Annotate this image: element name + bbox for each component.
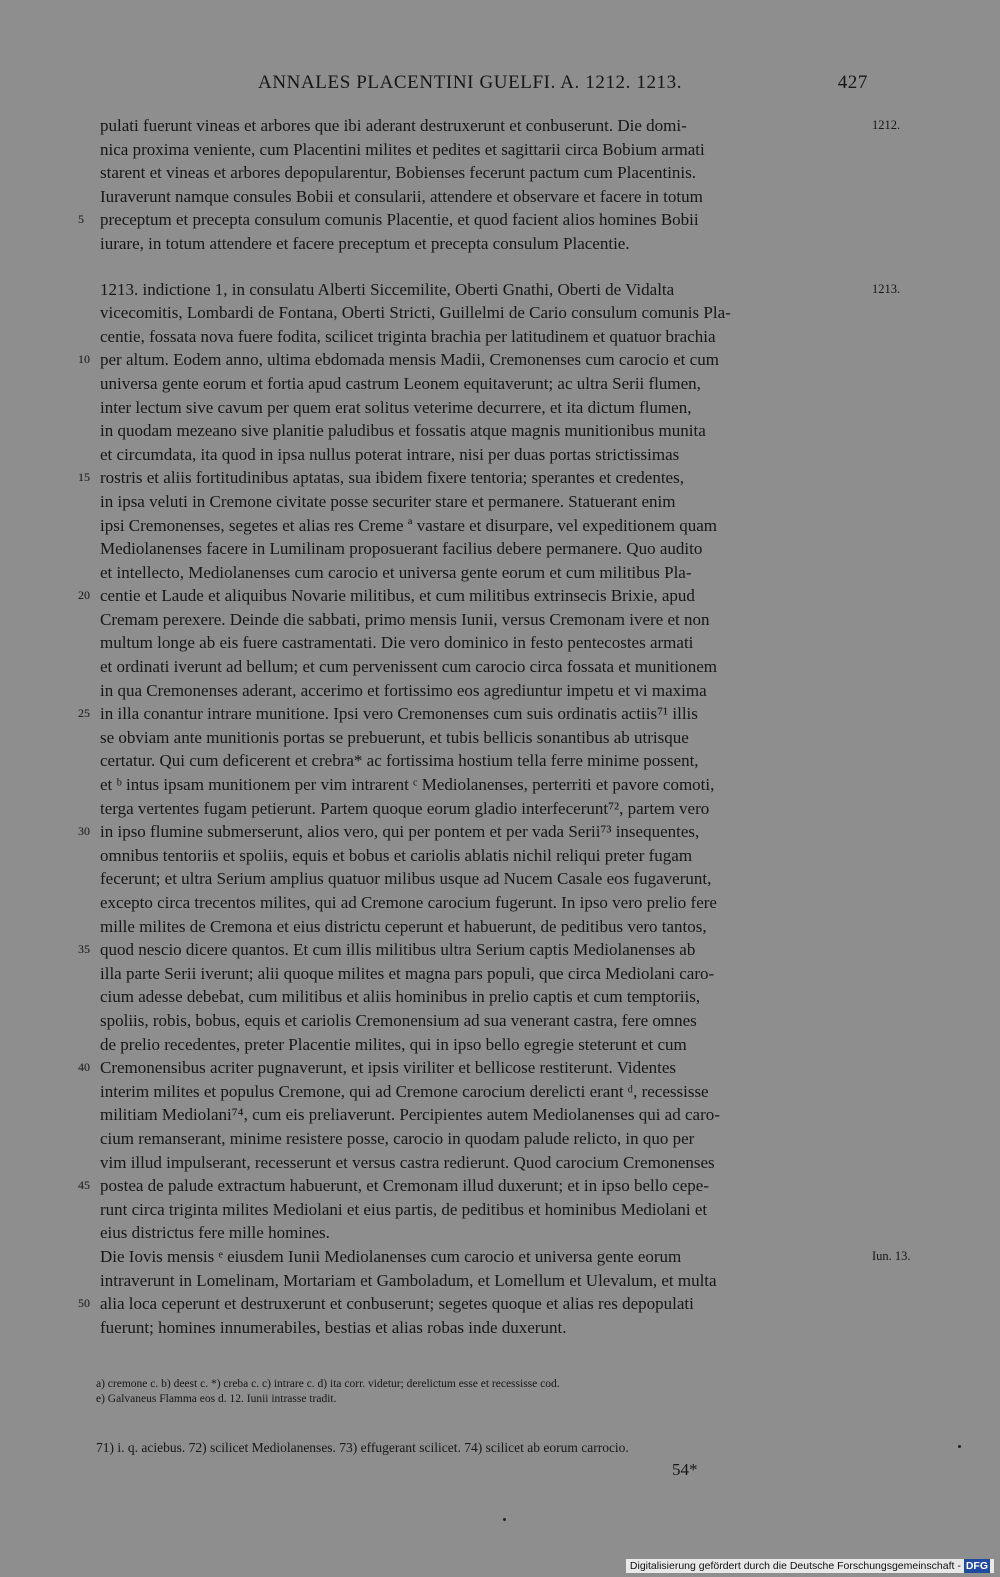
text-line [100,962,866,986]
line-text: iurare, in totum attendere et facere preceptum et precepta consulum Placentie. [100,233,630,253]
running-header [258,72,868,102]
line-text: ipsi Cremonenses, segetes et alias res Creme ª vastare et disurpare, vel expeditionem quam [100,515,717,535]
decorative-dot [503,1518,506,1521]
text-line [100,490,866,514]
text-line [100,1316,866,1340]
text-line [100,1009,866,1033]
text-line [78,702,866,726]
line-text: rostris et aliis fortitudinibus aptatas, sua ibidem fixere tentoria; sperantes et credentes, [100,468,684,488]
text-line [100,797,866,821]
line-text: centie et Laude et aliquibus Novarie militibus, et cum militibus extrinsecis Brixie, apud [100,586,695,606]
text-line [100,726,866,750]
text-line [100,867,866,891]
text-line [100,631,866,655]
line-text: et ᵇ intus ipsam munitionem per vim intrarent ᶜ Mediolanenses, perterriti et pavore comoti, [100,775,715,795]
text-line [100,773,866,797]
footer-text: Digitalisierung gefördert durch die Deutsche Forschungsgemeinschaft - [629,1560,961,1572]
line-text: de prelio recedentes, preter Placentie milites, qui in ipso bello egregie steterunt et cum [100,1034,687,1054]
line-number: 25 [78,706,90,721]
line-text: Die Iovis mensis ᵉ eiusdem Iunii Mediolanenses cum carocio et universa gente eorum [100,1246,682,1266]
line-number: 15 [78,470,90,485]
main-text [78,114,911,1339]
paragraph-gap [100,256,866,278]
line-text: cium remanserant, minime resistere posse, carocio in quodam palude relicto, in quo per [100,1128,695,1148]
line-text: inter lectum sive cavum per quem erat solitus veterime decurrere, et ita dictum flumen, [100,397,692,417]
margin-date: 1212. [872,118,901,132]
line-text: in illa conantur intrare munitione. Ipsi vero Cremonenses cum suis ordinatis actiis⁷¹ illis [100,704,698,724]
text-line [78,820,866,844]
line-text: militiam Mediolani⁷⁴, cum eis preliaverunt. Percipientes autem Mediolanenses qui ad caro- [100,1105,720,1125]
line-text: se obviam ante munitionis portas se prebuerunt, et tubis bellicis sonantibus ab utrisque [100,727,689,747]
text-line [78,208,866,232]
footnote-line-3: 71) i. q. aciebus. 72) scilicet Mediolanenses. 73) effugerant scilicet. 74) scilicet ab eorum carrocio. [96,1440,629,1455]
text-line [100,1269,866,1293]
text-line [100,419,866,443]
line-text: per altum. Eodem anno, ultima ebdomada mensis Madii, Cremonenses cum carocio et cum [100,350,719,370]
line-number: 10 [78,352,90,367]
text-line [78,466,866,490]
line-text: intraverunt in Lomelinam, Mortariam et Gamboladum, et Lomellum et Ulevalum, et multa [100,1270,717,1290]
text-line [100,537,866,561]
footnote-line-2: e) Galvaneus Flamma eos d. 12. Iunii intrasse tradit. [96,1393,337,1405]
text-line [100,161,866,185]
line-text: pulati fuerunt vineas et arbores que ibi aderant destruxerunt et conbuserunt. Die domi- [100,116,687,135]
line-text: vicecomitis, Lombardi de Fontana, Oberti Stricti, Guillelmi de Cario consulum comunis Pla- [100,303,731,323]
text-line [100,679,866,703]
line-text: in qua Cremonenses aderant, accerimo et fortissimo eos agrediuntur impetu et vi maxima [100,680,707,700]
line-text: mille milites de Cremona et eius districtu ceperunt et habuerunt, de peditibus vero tantos, [100,916,707,936]
digitization-footer [626,1559,994,1573]
line-number: 5 [78,212,84,227]
line-number: 30 [78,824,90,839]
text-line [100,1103,866,1127]
line-text: et ordinati iverunt ad bellum; et cum pervenissent cum carocio circa fossata et munitionem [100,657,717,677]
line-text: cium adesse debebat, cum militibus et aliis hominibus in prelio captis et cum temptoriis, [100,987,701,1007]
line-text: certatur. Qui cum deficerent et crebra* ac fortissima hostium tella ferre minime possent, [100,751,699,771]
line-text: eius districtus fere mille homines. [100,1223,330,1243]
text-line [100,655,866,679]
margin-date: 1213. [872,281,901,296]
text-line [100,749,866,773]
line-number: 35 [78,942,90,957]
line-text: universa gente eorum et fortia apud castrum Leonem equitaverunt; ac ultra Serii flumen, [100,373,701,393]
text-line [100,561,866,585]
text-line [78,938,866,962]
text-line [100,915,866,939]
line-text: omnibus tentoriis et spoliis, equis et bobus et cariolis ablatis nichil reliqui preter fugam [100,845,693,865]
line-text: nica proxima veniente, cum Placentini milites et pedites et sagittarii circa Bobium armati [100,139,705,159]
text-line [100,1245,911,1269]
text-line [100,396,866,420]
line-text: fuerunt; homines innumerabiles, bestias et alias robas inde duxerunt. [100,1317,567,1337]
line-text: Iuraverunt namque consules Bobii et consularii, attendere et observare et facere in totum [100,186,703,206]
line-text: in quodam mezeano sive planitie paludibus et fossatis atque magnis munitionibus munita [100,421,706,441]
text-line [100,443,866,467]
line-text: alia loca ceperunt et destruxerunt et conbuserunt; segetes quoque et alias res depopulati [100,1294,694,1314]
line-text: illa parte Serii iverunt; alii quoque milites et magna pars populi, que circa Mediolani caro- [100,963,715,983]
line-text: starent et vineas et arbores depopularentur, Bobienses fecerunt pactum cum Placentinis. [100,163,697,183]
page-number: 427 [837,72,868,93]
text-line [100,1151,866,1175]
line-text: centie, fossata nova fuere fodita, scilicet triginta brachia per latitudinem et quatuor brachia [100,326,716,346]
text-line [100,608,866,632]
header-title: ANNALES PLACENTINI GUELFI. A. 1212. 1213. [258,72,683,93]
line-number: 50 [78,1296,90,1311]
text-line [100,232,866,256]
text-line [100,1127,866,1151]
line-text: quod nescio dicere quantos. Et cum illis militibus ultra Serium captis Mediolanenses ab [100,940,696,960]
text-line [100,1033,866,1057]
line-text: postea de palude extractum habuerunt, et Cremonam illud duxerunt; et in ipso bello cepe- [100,1176,709,1196]
decorative-dot [958,1445,961,1448]
line-text: terga vertentes fugam petierunt. Partem quoque eorum gladio interfecerunt⁷², partem vero [100,798,710,818]
text-line [100,278,901,302]
line-number: 40 [78,1060,90,1075]
line-text: Cremam perexere. Deinde die sabbati, primo mensis Iunii, versus Cremonam ivere et non [100,609,710,629]
text-line [78,348,866,372]
line-text: interim milites et populus Cremone, qui ad Cremone carocium derelicti erant ᵈ, recessisse [100,1081,709,1101]
text-line [100,1198,866,1222]
text-line [100,1080,866,1104]
line-text: vim illud impulserant, recesserunt et versus castra redierunt. Quod carocium Cremonenses [100,1152,715,1172]
text-line [100,138,866,162]
text-line [100,185,866,209]
line-text: in ipso flumine submerserunt, alios vero, qui per pontem et per vada Serii⁷³ insequentes, [100,822,700,842]
text-line [100,985,866,1009]
text-line [100,844,866,868]
line-text: 1213. indictione 1, in consulatu Alberti Siccemilite, Oberti Gnathi, Oberti de Vidalta [100,279,675,299]
line-text: multum longe ab eis fuere castramentati. Die vero dominico in festo pentecostes armati [100,633,694,653]
line-text: spoliis, robis, bobus, equis et cariolis Cremonensium ad sua venerant castra, fere omnes [100,1010,697,1030]
line-text: fecerunt; et ultra Serium amplius quatuor milibus usque ad Nucem Casale eos fugaverunt, [100,869,712,889]
text-line [78,1292,866,1316]
text-line [100,372,866,396]
line-text: excepto circa trecentos milites, qui ad Cremone carocium fugerunt. In ipso vero prelio fere [100,893,717,912]
text-line [78,584,866,608]
text-line [100,114,901,138]
line-text: in ipsa veluti in Cremone civitate posse securiter stare et permanere. Statuerant enim [100,491,676,511]
line-text: et intellecto, Mediolanenses cum carocio et universa gente eorum et cum militibus Pla- [100,562,692,582]
line-text: Cremonensibus acriter pugnaverunt, et ipsis viriliter et bellicose restiterunt. Videntes [100,1058,677,1078]
text-line [78,1056,866,1080]
line-number: 45 [78,1178,90,1193]
text-line [100,891,866,915]
line-text: runt circa triginta milites Mediolani et eius partis, de peditibus et hominibus Mediolani et [100,1199,708,1219]
margin-date: Iun. 13. [872,1248,911,1263]
signature-mark: 54* [672,1460,698,1479]
footnote-line-1: a) cremone c. b) deest c. *) creba c. c) intrare c. d) ita corr. videtur; derelictum esse et recessisse cod. [96,1378,560,1390]
text-line [100,325,866,349]
dfg-logo: DFG [965,1560,988,1572]
line-text: Mediolanenses facere in Lumilinam proposuerant facilius debere permanere. Quo audito [100,539,703,559]
line-text: preceptum et precepta consulum comunis Placentie, et quod facient alios homines Bobii [100,210,699,230]
text-line [100,1221,866,1245]
text-line [78,1174,866,1198]
line-number: 20 [78,588,90,603]
line-text: et circumdata, ita quod in ipsa nullus poterat intrare, nisi per duas portas strictissimas [100,444,680,464]
text-line [100,301,866,325]
text-line [100,514,866,538]
